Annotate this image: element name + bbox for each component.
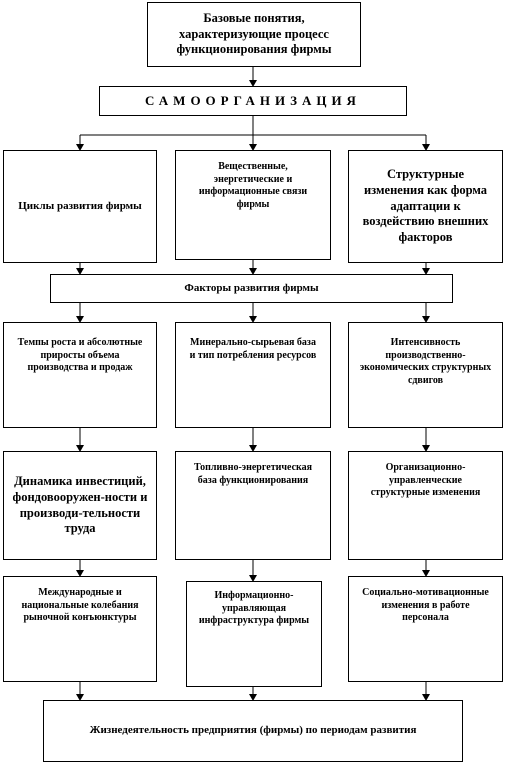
firm-links-box <box>175 150 331 260</box>
base-concepts-box <box>147 2 361 67</box>
social-motivation-box <box>348 576 503 682</box>
info-infrastructure-label: Информационно-управляющая инфраструктура фирмы <box>198 590 310 626</box>
org-changes-label: Организационно-управленческие структурные изменения <box>370 462 481 498</box>
self-organization-box <box>99 86 407 116</box>
growth-rates-box <box>3 322 157 428</box>
fuel-energy-label: Топливно-энергетическая база функционирования <box>193 462 313 486</box>
structural-changes-box <box>348 150 503 263</box>
enterprise-life-label: Жизнедеятельность предприятия (фирмы) по периодам развития <box>89 724 417 737</box>
development-factors-label: Факторы развития фирмы <box>184 281 319 294</box>
self-organization-label: САМООРГАНИЗАЦИЯ <box>145 92 361 108</box>
base-concepts-label: Базовые понятия, характеризующие процесс функционирования фирмы <box>176 11 332 57</box>
org-changes-box <box>348 451 503 560</box>
fuel-energy-box <box>175 451 331 560</box>
info-infrastructure-box <box>186 581 322 687</box>
enterprise-life-box <box>43 700 463 762</box>
investment-dynamics-label: Динамика инвестиций, фондовооружен-ности и производи-тельности труда <box>12 474 148 536</box>
development-cycles-label: Циклы развития фирмы <box>18 199 142 212</box>
structural-shifts-box <box>348 322 503 428</box>
structural-changes-label: Структурные изменения как форма адаптации к воздействию внешних факторов <box>362 167 489 244</box>
firm-links-label: Вещественные, энергетические и информационные связи фирмы <box>198 161 308 210</box>
structural-shifts-label: Интенсивность производственно-экономических структурных сдвигов <box>359 337 492 386</box>
mineral-base-box <box>175 322 331 428</box>
investment-dynamics-box <box>3 451 157 560</box>
market-fluctuations-box <box>3 576 157 682</box>
growth-rates-label: Темпы роста и абсолютные приросты объема производства и продаж <box>17 337 143 373</box>
market-fluctuations-label: Международные и национальные колебания рыночной конъюнктуры <box>21 587 139 623</box>
development-cycles-box <box>3 150 157 263</box>
mineral-base-label: Минерально-сырьевая база и тип потребления ресурсов <box>189 337 317 361</box>
development-factors-box <box>50 274 453 303</box>
social-motivation-label: Социально-мотивационные изменения в работе персонала <box>362 587 489 623</box>
